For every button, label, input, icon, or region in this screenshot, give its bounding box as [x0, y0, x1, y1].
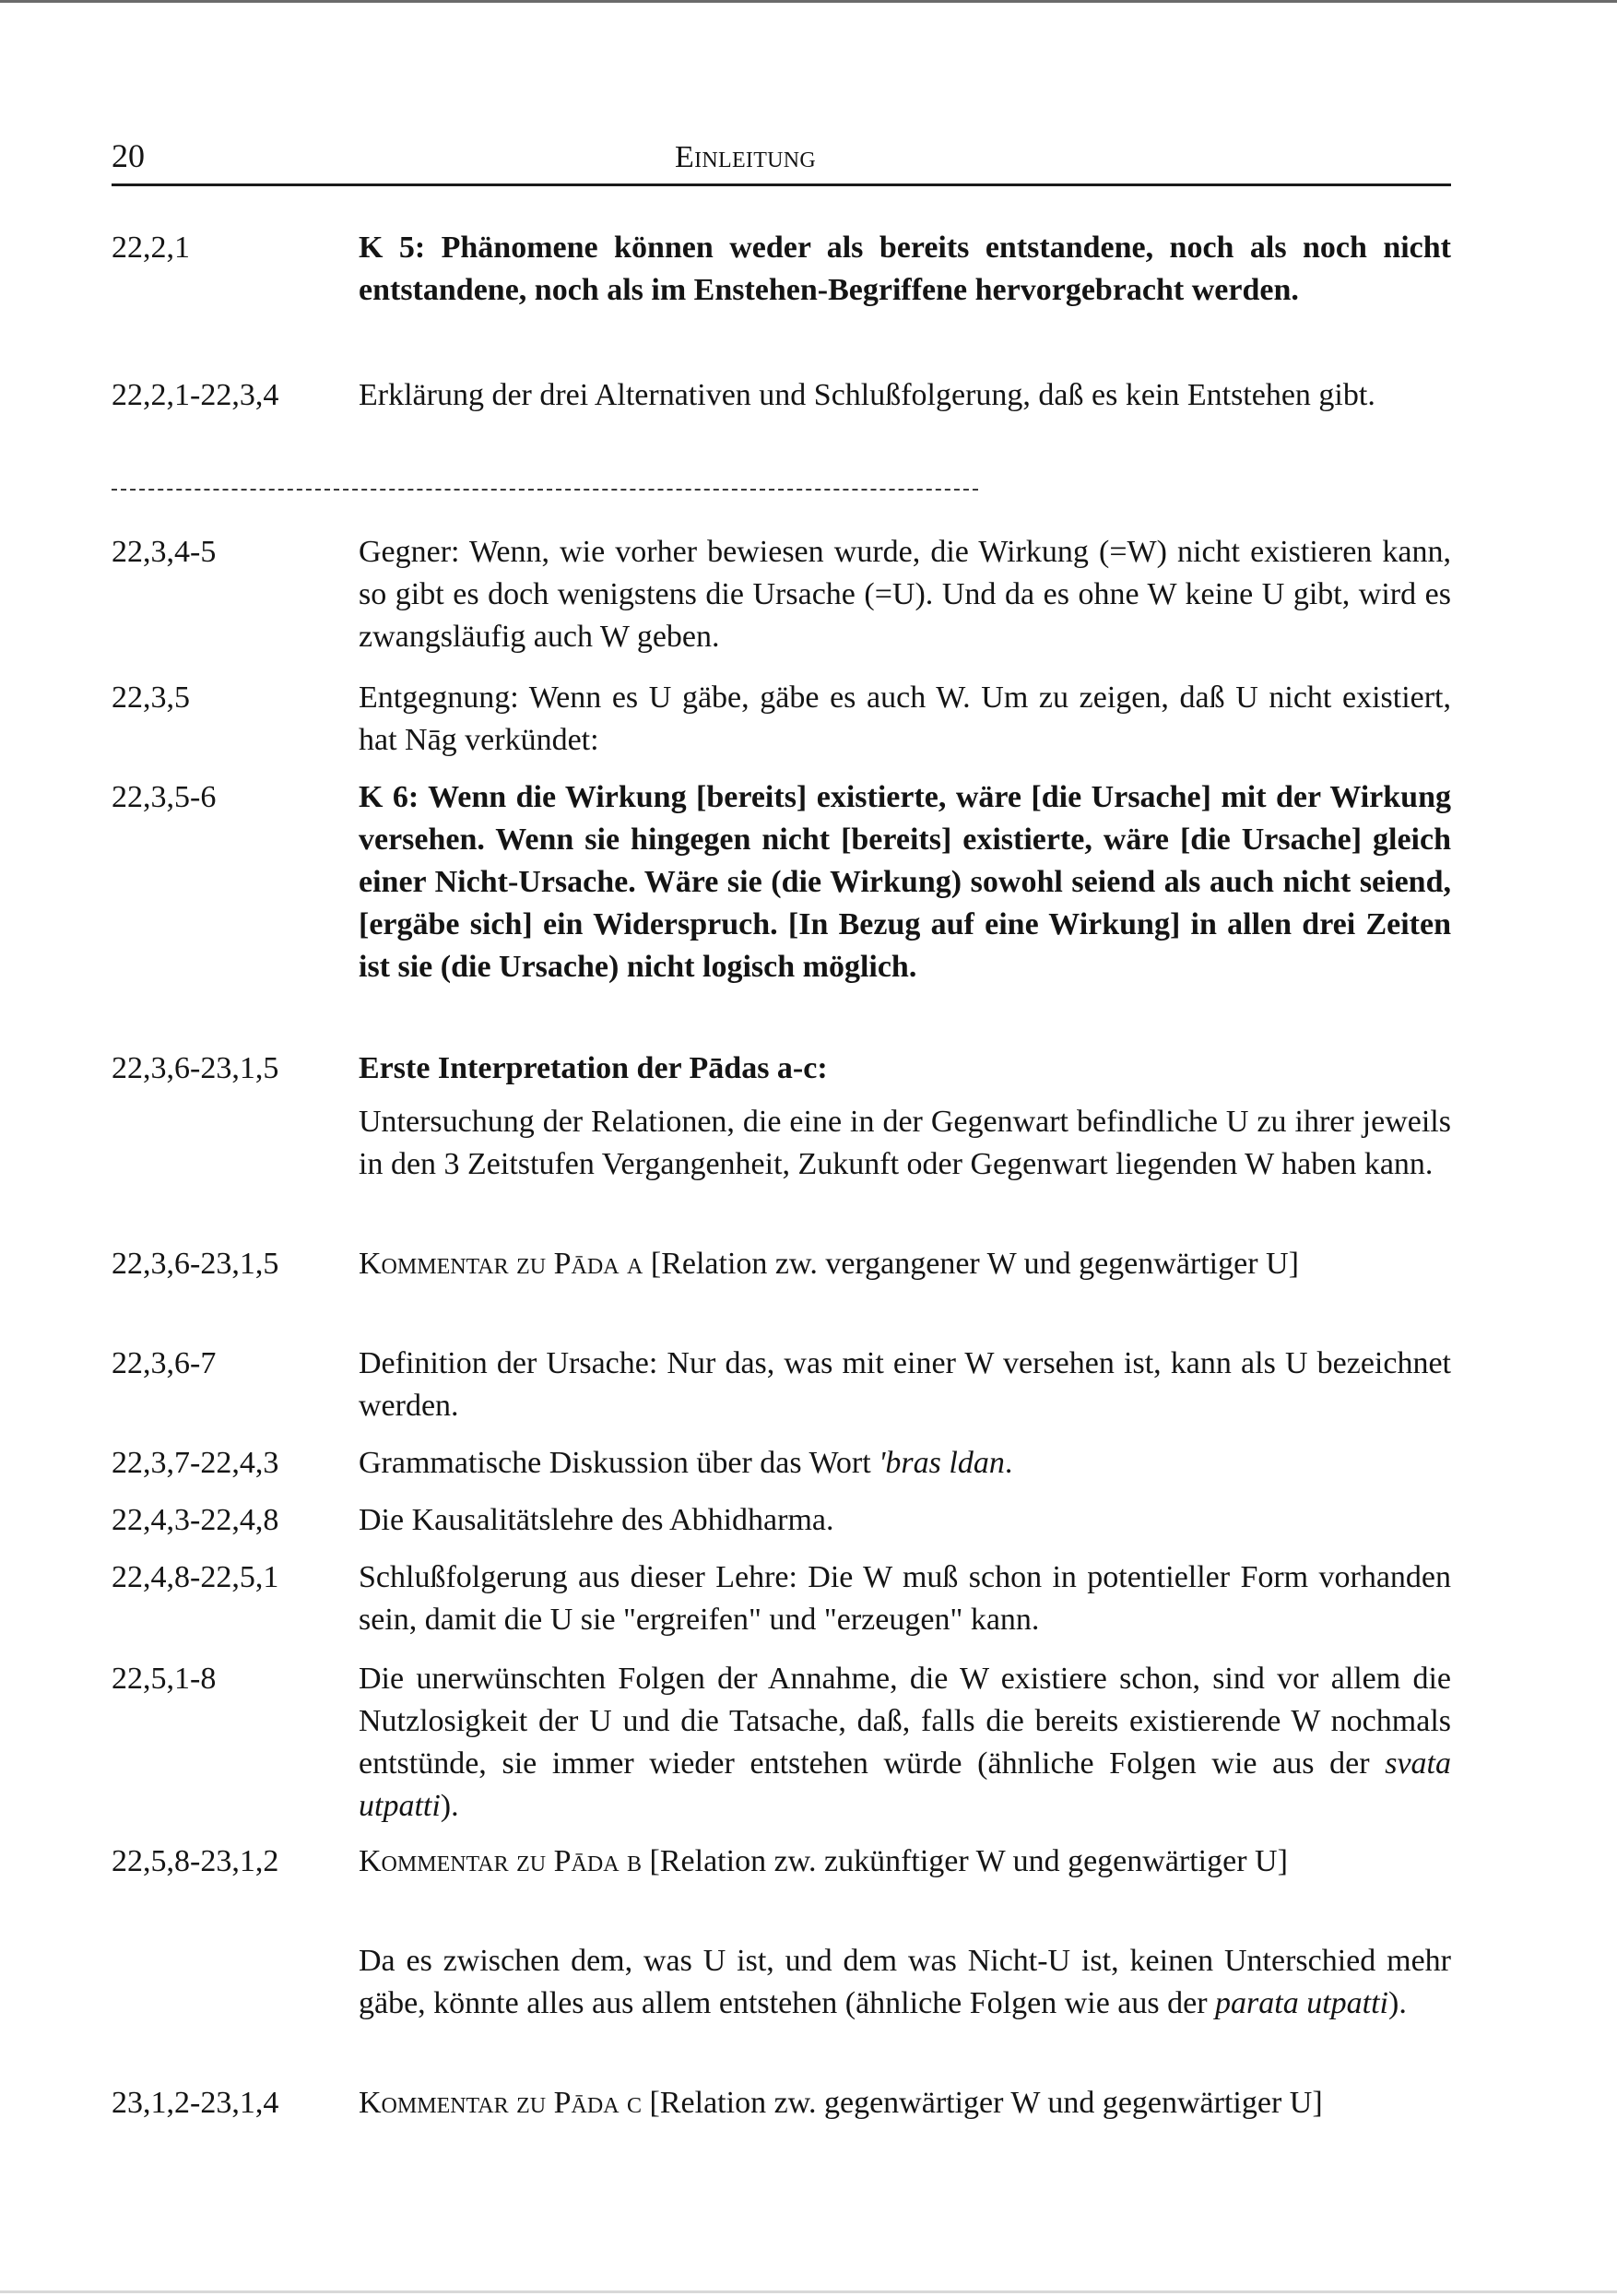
entry-text-end: . [1004, 1446, 1013, 1480]
entry-reference: 22,5,8-23,1,2 [112, 1844, 279, 1878]
entry-text: Erste Interpretation der Pādas a-c: [359, 1051, 828, 1085]
page-number: 20 [112, 137, 145, 174]
entry-text-main: Grammatische Diskussion über das Wort [359, 1446, 871, 1480]
entry-text: K 6: Wenn die Wirkung [bereits] existierte, wäre [die Ursache] mit der Wirkung versehen. Wenn sie hingegen nicht [bereits] existierte, wäre [die Ursache] gleich einer Nicht-Ursache. Wäre sie (die Wirkung) sowohl seiend als auch nicht seiend, [ergäbe sich] ein Widerspruch. [In Bezug auf eine Wirkung] in allen drei Zeiten ist sie (die Ursache) nicht logisch möglich. [359, 780, 1451, 984]
running-header-title: Einleitung [675, 140, 817, 174]
italic-term: 'bras ldan [879, 1446, 1005, 1480]
entry-reference: 22,4,8-22,5,1 [112, 1560, 279, 1594]
entry-text [359, 1658, 1451, 1828]
commentary-label: Kommentar zu Pāda a [359, 1247, 643, 1281]
commentary-label: Kommentar zu Pāda c [359, 2086, 643, 2120]
entry-text [359, 1243, 1451, 1285]
entry-reference: 22,3,6-23,1,5 [112, 1247, 279, 1281]
bottom-scan-edge [0, 2290, 1617, 2293]
italic-term: svata utpatti [359, 1746, 1452, 1823]
top-border-line [0, 0, 1617, 3]
entry-reference: 23,1,2-23,1,4 [112, 2086, 279, 2120]
entry-text-end: ). [440, 1789, 459, 1823]
entry-text [359, 2082, 1451, 2124]
entry-text: Gegner: Wenn, wie vorher bewiesen wurde, die Wirkung (=W) nicht existieren kann, so gibt es doch wenigstens die Ursache (=U). Und da es ohne W keine U gibt, wird es zwangsläufig auch W geben. [359, 535, 1451, 654]
entry-text: K 5: Phänomene können weder als bereits entstandene, noch als noch nicht entstandene, noch als im Enstehen-Begriffene hervorgebracht werden. [359, 231, 1451, 307]
italic-term: parata utpatti [1215, 1986, 1388, 2020]
entry-text [359, 1442, 1451, 1485]
entry-text-main: Die unerwünschten Folgen der Annahme, die W existiere schon, sind vor allem die Nutzlosigkeit der U und die Tatsache, daß, falls die bereits existierende W nochmals entstünde, sie immer wieder entstehen würde (ähnliche Folgen wie aus der [359, 1662, 1451, 1781]
entry-reference: 22,2,1-22,3,4 [112, 378, 279, 412]
entry-text-end: ). [1388, 1986, 1407, 2020]
dashed-separator [112, 489, 978, 491]
entry-text: Die Kausalitätslehre des Abhidharma. [359, 1503, 834, 1537]
entry-reference: 22,3,4-5 [112, 535, 217, 569]
entry-reference: 22,5,1-8 [112, 1662, 217, 1696]
entry-text: Erklärung der drei Alternativen und Schlußfolgerung, daß es kein Entstehen gibt. [359, 378, 1375, 412]
entry-reference: 22,2,1 [112, 231, 190, 265]
entry-text: Schlußfolgerung aus dieser Lehre: Die W muß schon in potentieller Form vorhanden sein, damit die U sie "ergreifen" und "erzeugen" kann. [359, 1560, 1451, 1637]
entry-reference: 22,4,3-22,4,8 [112, 1503, 279, 1537]
entry-text: Untersuchung der Relationen, die eine in der Gegenwart befindliche U zu ihrer jeweils in den 3 Zeitstufen Vergangenheit, Zukunft oder Gegenwart liegenden W haben kann. [359, 1105, 1451, 1181]
entry-reference: 22,3,5-6 [112, 780, 217, 814]
entry-text: Entgegnung: Wenn es U gäbe, gäbe es auch W. Um zu zeigen, daß U nicht existiert, hat Nāg verkündet: [359, 681, 1451, 757]
entry-text-main: Da es zwischen dem, was U ist, und dem was Nicht-U ist, keinen Unterschied mehr gäbe, könnte alles aus allem entstehen (ähnliche Folgen wie aus der [359, 1944, 1451, 2020]
entry-reference: 22,3,6-23,1,5 [112, 1051, 279, 1085]
header-rule [112, 183, 1451, 186]
entry-text [359, 1840, 1451, 1883]
commentary-description: [Relation zw. gegenwärtiger W und gegenwärtiger U] [649, 2086, 1323, 2120]
commentary-description: [Relation zw. zukünftiger W und gegenwärtiger U] [649, 1844, 1288, 1878]
commentary-label: Kommentar zu Pāda b [359, 1844, 643, 1878]
commentary-description: [Relation zw. vergangener W und gegenwärtiger U] [650, 1247, 1299, 1281]
entry-reference: 22,3,7-22,4,3 [112, 1446, 279, 1480]
entry-text: Definition der Ursache: Nur das, was mit einer W versehen ist, kann als U bezeichnet werden. [359, 1346, 1451, 1423]
entry-reference: 22,3,6-7 [112, 1346, 217, 1380]
entry-reference: 22,3,5 [112, 681, 190, 715]
entry-text [359, 1940, 1451, 2025]
